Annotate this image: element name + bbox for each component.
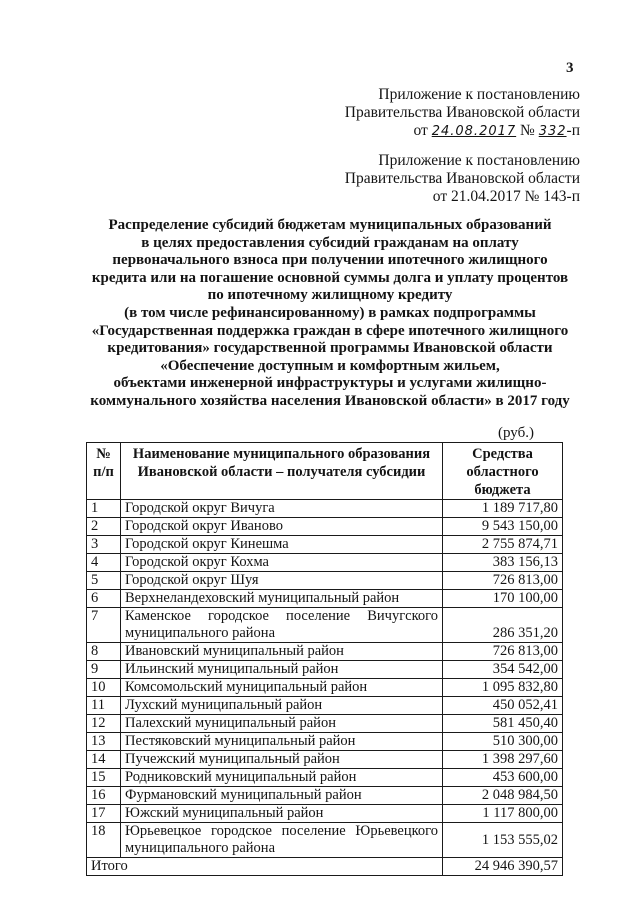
row-num: 13 [87,733,121,751]
table-row [87,518,563,536]
total-label: Итого [87,858,443,876]
table-row [87,805,563,823]
row-num: 2 [87,518,121,536]
row-num: 16 [87,787,121,805]
table-row [87,769,563,787]
row-name: Пучежский муниципальный район [121,751,443,769]
row-num: 18 [87,823,121,858]
currency-unit: (руб.) [498,425,534,441]
table-row [87,554,563,572]
total-amount: 24 946 390,57 [443,858,563,876]
table-header-row [87,443,563,500]
document-title [80,217,580,411]
table-row [87,590,563,608]
title-line: «Обеспечение доступным и комфортным жильем, [160,357,500,374]
row-amount: 2 048 984,50 [443,787,563,805]
title-line: (в том числе рефинансированному) в рамках подпрограммы [124,304,536,321]
row-amount: 1 095 832,80 [443,679,563,697]
row-name: Палехский муниципальный район [121,715,443,733]
appendix-new-suffix: -п [566,122,580,139]
row-amount: 1 189 717,80 [443,500,563,518]
row-amount: 286 351,20 [443,608,563,643]
appendix-new-decree [345,86,580,141]
table-row [87,500,563,518]
title-line: кредитования» государственной программы Ивановской области [107,340,553,357]
appendix-new-line1: Приложение к постановлению [378,86,580,103]
row-num: 14 [87,751,121,769]
table-row [87,643,563,661]
row-name: Городской округ Иваново [121,518,443,536]
row-num: 12 [87,715,121,733]
row-name: Городской округ Вичуга [121,500,443,518]
header-amount: Средства областного бюджета [443,443,563,500]
row-name: Верхнеландеховский муниципальный район [121,590,443,608]
table-row [87,697,563,715]
appendix-new-prefix: от [413,122,428,139]
title-line: Распределение субсидий бюджетам муниципальных образований [108,217,552,233]
row-num: 9 [87,661,121,679]
page-number: 3 [566,60,574,76]
row-name: Юрьевецкое городское поселение Юрьевецкого муниципального района [121,823,443,858]
row-name: Городской округ Шуя [121,572,443,590]
row-name: Комсомольский муниципальный район [121,679,443,697]
row-num: 11 [87,697,121,715]
table-row [87,679,563,697]
row-amount: 2 755 874,71 [443,536,563,554]
row-name: Каменское городское поселение Вичугского муниципального района [121,608,443,643]
row-amount: 726 813,00 [443,643,563,661]
row-name: Южский муниципальный район [121,805,443,823]
row-name: Городской округ Кохма [121,554,443,572]
row-num: 4 [87,554,121,572]
table-row [87,787,563,805]
row-amount: 383 156,13 [443,554,563,572]
table-row [87,661,563,679]
table-row [87,751,563,769]
row-amount: 1 153 555,02 [443,823,563,858]
row-name: Ивановский муниципальный район [121,643,443,661]
appendix-old-decree [345,152,580,206]
appendix-new-line2: Правительства Ивановской области [344,104,580,121]
title-line: в целях предоставления субсидий гражданам на оплату [141,234,519,251]
table-row [87,536,563,554]
title-line: объектами инженерной инфраструктуры и услугами жилищно- [113,375,547,392]
appendix-old-line3: от 21.04.2017 № 143-п [432,188,580,205]
row-name: Родниковский муниципальный район [121,769,443,787]
subsidy-table [86,442,563,876]
appendix-new-line3 [345,122,580,141]
row-amount: 1 398 297,60 [443,751,563,769]
table-row [87,608,563,643]
row-amount: 510 300,00 [443,733,563,751]
appendix-new-num-sign: № [520,122,535,139]
handwritten-date: 24.08.2017 [431,124,517,139]
title-line: «Государственная поддержка граждан в сфере ипотечного жилищного [91,322,569,339]
table-row [87,733,563,751]
row-num: 17 [87,805,121,823]
row-num: 10 [87,679,121,697]
row-num: 15 [87,769,121,787]
title-line: первоначального взноса при получении ипотечного жилищного [112,252,548,269]
row-num: 5 [87,572,121,590]
row-amount: 453 600,00 [443,769,563,787]
row-name: Пестяковский муниципальный район [121,733,443,751]
header-name: Наименование муниципального образования Ивановской области – получателя субсидии [121,443,443,500]
row-amount: 450 052,41 [443,697,563,715]
title-line: по ипотечному жилищному кредиту [207,287,453,304]
row-amount: 9 543 150,00 [443,518,563,536]
row-num: 7 [87,608,121,643]
row-num: 8 [87,643,121,661]
row-name: Фурмановский муниципальный район [121,787,443,805]
row-num: 3 [87,536,121,554]
row-amount: 726 813,00 [443,572,563,590]
handwritten-number: 332 [538,124,567,139]
row-name: Лухский муниципальный район [121,697,443,715]
table-row [87,572,563,590]
title-line: коммунального хозяйства населения Ивановской области» в 2017 году [90,392,570,409]
header-num: № п/п [87,443,121,500]
row-num: 1 [87,500,121,518]
title-line: кредита или на погашение основной суммы долга и уплату процентов [91,269,569,286]
table-row [87,715,563,733]
table-row [87,823,563,858]
row-amount: 170 100,00 [443,590,563,608]
table-total-row [87,858,563,876]
appendix-old-line1: Приложение к постановлению [378,152,580,169]
row-amount: 354 542,00 [443,661,563,679]
appendix-old-line2: Правительства Ивановской области [344,170,580,187]
row-amount: 581 450,40 [443,715,563,733]
row-num: 6 [87,590,121,608]
row-amount: 1 117 800,00 [443,805,563,823]
row-name: Городской округ Кинешма [121,536,443,554]
row-name: Ильинский муниципальный район [121,661,443,679]
